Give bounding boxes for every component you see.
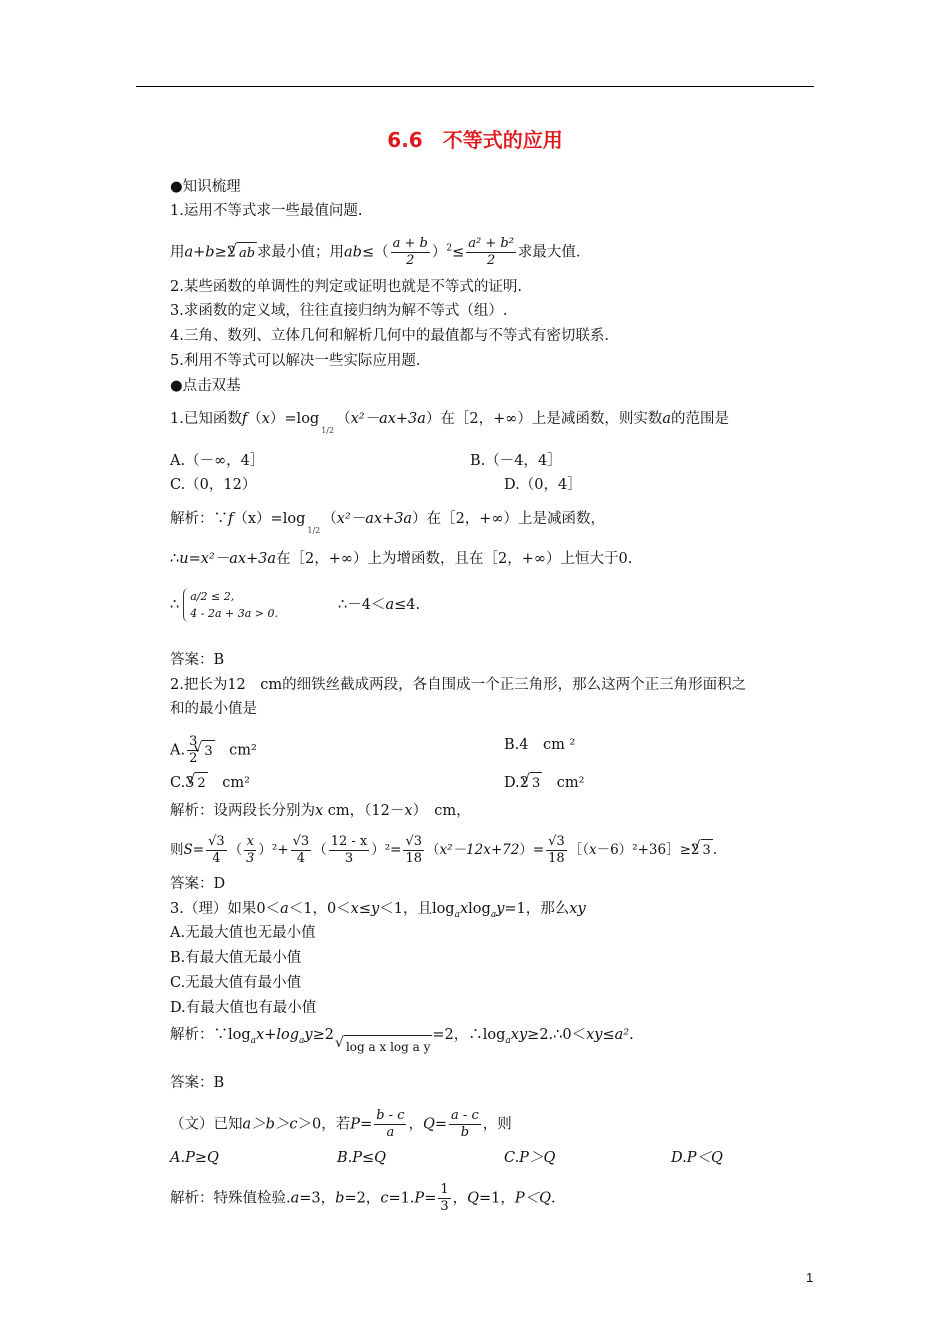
q1-option-a: A.（－∞，4］ [170,453,265,469]
q2-answer: 答案：D [170,876,226,892]
paragraph-2: 用a+b≥2√ ab 求最小值；用ab≤（ $\frac{a + b}{2}$ ）$^2$≤ $\frac{\text{a² + b²}}{2}$ 求最大值. [170,236,581,269]
q1-solution-line-2: ∴u=x²－ax+3a在［2，+∞）上为增函数，且在［2，+∞）上恒大于0. [170,551,633,567]
q3w-option-d: D.P＜Q [671,1150,723,1166]
q2-option-a: A. $\frac{3}{2}$ √ 3 cm² [170,734,257,767]
q2-option-c: C.3√ 2 cm² [170,772,250,795]
page-number: 1 [806,1270,814,1285]
q1-option-c: C.（0，12） [170,477,257,493]
q3-option-b: B.有最大值无最小值 [170,950,302,966]
q3w-option-c: C.P＞Q [504,1150,556,1166]
q1-option-b: B.（－4，4］ [470,453,562,469]
section-heading-basics: ●点击双基 [170,378,241,394]
paragraph-3: 2.某些函数的单调性的判定或证明也就是不等式的证明. [170,279,522,295]
q1-stem: 1.已知函数f（x）=log1/2（x²－ax+3a）在［2，+∞）上是减函数，则实数a的范围是 [170,411,730,435]
q1-option-d: D.（0，4］ [504,477,582,493]
q3w-option-b: B.P≤Q [337,1150,387,1166]
q2-solution-line-1: 解析：设两段长分别为x cm，（12－x） cm， [170,803,471,819]
q3-solution: 解析：$\because\log_ax+\log_ay\ge 2√$ log a x log a y=2，$\therefore\log_axy\ge 2.\therefore 0<xy\le a^2$. [170,1024,634,1058]
q1-answer: 答案：B [170,652,225,668]
paragraph-4: 3.求函数的定义域，往往直接归纳为解不等式（组）. [170,303,508,319]
paragraph-1: 1.运用不等式求一些最值问题. [170,203,363,219]
page-title: 6.6 不等式的应用 [387,128,563,152]
paragraph-6: 5.利用不等式可以解决一些实际应用题. [170,353,421,369]
q2-option-b: B.4 cm ² [504,737,576,753]
q3-stem: 3.（理）如果0＜a＜1，0＜x≤y＜1，且$\log_axlog_ay=1$，那么xy [170,901,586,920]
inequality-system: a/2 ≤ 2, 4 - 2a + 3a > 0. [183,588,278,622]
q2-stem-line-1: 2.把长为12 cm的细铁丝截成两段，各自围成一个正三角形，那么这两个正三角形面积之 [170,677,747,693]
q2-stem-line-2: 和的最小值是 [170,701,257,717]
q2-solution-line-2: 则S= $\frac{√3}{4}$ （ $\frac{x}{3}$ ）²+ $\frac{√3}{4}$ （ $\frac{12 - x}{3}$ ）²= $\frac{√3}{18}$ （x²－12x+72）= $\frac{√3}{18}$ ［（x－6）²+36］≥2√ 3 . [170,834,717,867]
paragraph-5: 4.三角、数列、立体几何和解析几何中的最值都与不等式有密切联系. [170,328,609,344]
section-heading-knowledge: ●知识梳理 [170,179,241,195]
q3w-stem: （文）已知a＞b＞c＞0，若P= $\frac{b - c}{a}$ ，Q= $\frac{a - c}{b}$ ，则 [170,1108,512,1140]
q3-answer: 答案：B [170,1075,225,1091]
q2-option-d: D.2√ 3 cm² [504,772,584,795]
q1-solution-line-1: 解析：∵f（x）=log1/2（x²－ax+3a）在［2，+∞）上是减函数， [170,511,606,535]
q1-solution-line-3: ∴ a/2 ≤ 2, 4 - 2a + 3a > 0. ∴－4＜a≤4. [170,590,421,620]
header-rule [136,86,814,87]
q3-option-d: D.有最大值也有最小值 [170,1000,317,1016]
q3-option-c: C.无最大值有最小值 [170,975,302,991]
q3w-option-a: A.P≥Q [170,1150,219,1166]
q3-option-a: A.无最大值也无最小值 [170,925,316,941]
q3w-solution: 解析：特殊值检验.a=3，b=2，c=1.P= $\frac{1}{3}$ ，Q=1，P＜Q. [170,1182,556,1214]
